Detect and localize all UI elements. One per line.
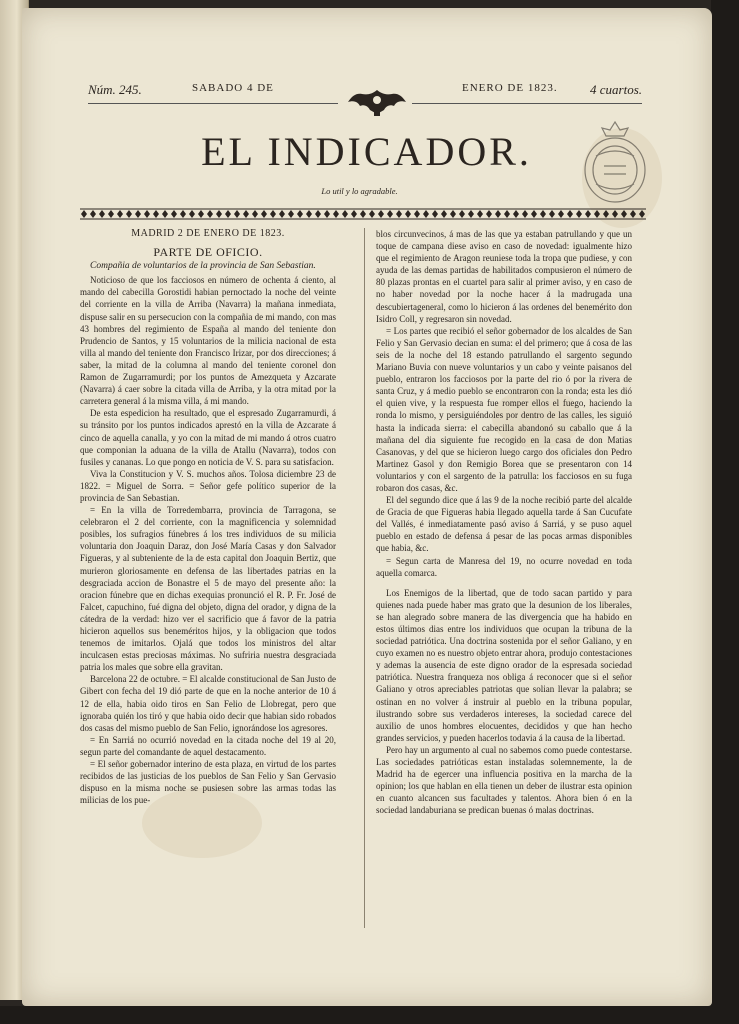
- issue-number: Núm. 245.: [88, 82, 142, 97]
- ornament-mark: [279, 210, 285, 218]
- ornament-mark: [450, 210, 456, 218]
- paragraph: blos circunvecinos, á mas de las que ya estaban patrullando y que un toque de campana diese aviso en caso de novedad: igualmente hizo que el regimiento de Aragon reuniese toda la tropa que pudiese, y con ayuda de las demas partidas de habilitados compusieron el número de 80 plazas prontas en el cuartel para salir al primer aviso, y en caso de no haber novedad por la noche hacer á la madrugada una descubiertageneral, como lo hicieron á las ordenes del benemérito don Isidro Coll, y regresaron sin novedad.: [376, 229, 632, 324]
- column-right: [376, 228, 632, 817]
- ornament-mark: [405, 210, 411, 218]
- ornament-mark: [207, 210, 213, 218]
- ornament-mark: [495, 210, 501, 218]
- issue-date-day: SABADO 4 DE: [192, 82, 274, 94]
- ornament-mark: [513, 210, 519, 218]
- paragraph: = Segun carta de Manresa del 19, no ocurre novedad en toda aquella comarca.: [376, 555, 632, 578]
- dateline: MADRID 2 DE ENERO DE 1823.: [131, 228, 285, 239]
- ornament-mark: [504, 210, 510, 218]
- paragraph: Pero hay un argumento al cual no sabemos como puede contestarse. Las sociedades patrióticas estan instaladas solemnemente, la de Madrid ha de egercer una influencia positiva en la marcha de la opinion; los que hablan en ella tienen un deber de ilustrar esta opinion en cuanto alcancen sus facultades y talentos. Ahora bien ó en la sociedad landaburiana se predican buenas ó malas doctrinas.: [376, 744, 632, 816]
- column-left: [80, 228, 336, 806]
- ornament-mark: [297, 210, 303, 218]
- ornament-mark: [558, 210, 564, 218]
- paragraph: Barcelona 22 de octubre. = El alcalde constitucional de San Justo de Gibert con fecha del 19 dió parte de que en la noche anterior de 10 á 12 de ella, habia oido tiros en San Felio de Llobregat, pero que ignoraba quién los tiró y que habia oido decir que habian sido robados dos casas del mismo pueblo de San Felio, ignorándose los agresores.: [80, 674, 336, 733]
- ornament-mark: [540, 210, 546, 218]
- paragraph: = En la villa de Torredembarra, provincia de Tarragona, se celebraron el 2 del corriente, con la magnificencia y solemnidad posibles, los sufragios fúnebres á los tres individuos de su milicia voluntaria don Joaquin Daraz, don José María Casas y don Salvador Figueras, y al subteniente de la de esta capital don Joaquin Bertiz, que murieron gloriosamente en defensa de las libertades patrias en la desgraciada accion de Bonastre el 5 de mayo del presente año: la oracion fúnebre que en dichas exequias pronunció el R. P. Fr. José de Falcet, capuchino, fué digna del objeto, digna del orador, y digna de la cátedra de la verdad: hizo ver el sacrificio que á favor de la patria hicieron aquellos sus beneméritos hijos, y la obligacion que todos tenemos de imitarlos. Ojalá que todos los ministros del altar inculcasen estas preciosas máximas. No sufriria nuestra desgraciada patria los males que sobre ella gravitan.: [80, 505, 336, 673]
- ornament-mark: [171, 210, 177, 218]
- ornament-mark: [225, 210, 231, 218]
- ornament-mark: [144, 210, 150, 218]
- ornament-mark: [261, 210, 267, 218]
- paragraph: = Los partes que recibió el señor gobernador de los alcaldes de San Felio y San Gervasio decian en suma: el del primero; que á cosa de las seis de la noche del 18 estando patrullando el sargento segundo Mariano Buvia con nueve voluntarios y un cabo y veinte paisanos del pueblo, entraron los facciosos por la parte del rio ó por la rivera de santa Cruz, y á medio pueblo se encontraron con la ronda; esta les dió el quien vive, y la respuesta fue romper ellos el fuego, haciendo la ronda lo mismo, y persiguiéndoles por dentro de las calles, les siguió hasta la indicada sierra: el cabecilla abandonó su caballo que á la mañana del dia siguiente fue recogido en la casa de don Matias Casanovas, y del que se hicieron luego cargo dos oficiales don Pedro Martinez Gasol y don Remigio Borea que se presentaron con 14 voluntarios y con el sargento de la patrulla: los facciosos en su fuga robaron dos casas, &c.: [376, 325, 632, 493]
- ornament-mark: [252, 210, 258, 218]
- ornament-mark: [639, 210, 645, 218]
- ornament-mark: [396, 210, 402, 218]
- ornament-mark: [270, 210, 276, 218]
- ornament-mark: [549, 210, 555, 218]
- ornament-mark: [117, 210, 123, 218]
- paragraph: El del segundo dice que á las 9 de la noche recibió parte del alcalde de Gracia de que Figueras habia llegado aquella tarde á San Cucufate del Vallés, é inmediatamente pasó aviso á Sarriá, y se puso aquel pueblo en estado de defensa á pesar de las pocas armas disponibles que habia, &c.: [376, 495, 632, 554]
- ornament-mark: [162, 210, 168, 218]
- newspaper-motto: Lo util y lo agradable.: [321, 186, 398, 196]
- ornament-mark: [468, 210, 474, 218]
- ornament-mark: [135, 210, 141, 218]
- ornament-mark: [522, 210, 528, 218]
- paragraph: Viva la Constitucion y V. S. muchos años. Tolosa diciembre 23 de 1822. = Miguel de Sorra. = Señor gefe político superior de la provincia de San Sebastian.: [80, 468, 336, 503]
- paragraph: Noticioso de que los facciosos en número de ochenta á ciento, al mando del cabecilla Gorostidi habian pernoctado la noche del veinte del corriente en la villa de Arriba (Navarra) la mañana inmediata, dispuse salir en su persecucion con la compañia de mi mando, con mas 43 hombres del regimiento de España al mando del teniente don Prudencio de Santos, y 15 voluntarios de la milicia nacional de esta villa al mando del teniente don Francisco Irizar, por dos direcciones; á saber, la mitad de la columna al mando del teniente coronel don Ramon de Zugarramurdi; por los puntos de Amezqueta y Azcarate (Navarra) á caer sobre la citada villa de Arriba, y la otra mitad por la carretera general á la misma villa, á mi mando.: [80, 275, 336, 407]
- background-bottom: [0, 1006, 739, 1024]
- ornament-mark: [189, 210, 195, 218]
- ornament-mark: [306, 210, 312, 218]
- ornament-mark: [180, 210, 186, 218]
- ornament-mark: [477, 210, 483, 218]
- ornament-mark: [108, 210, 114, 218]
- ornament-mark: [585, 210, 591, 218]
- paragraph: Los Enemigos de la libertad, que de todo sacan partido y para quienes nada puede haber mas grato que la desunion de los liberales, se han alegrado sobre manera de las divergencia que ha habido en estos últimos dias entre los individuos que ocupan la tribuna de la sociedad patriótica. Una doctrina sostenida por el señor Galiano, y en cuyo examen no es nuestro objeto entrar ahora, produjo contestaciones y ademas la ausencia de este digno orador de la espresada sociedad patriótica. Nuestra franqueza nos obliga á reconocer que si el señor Galiano y otros apreciables patriotas que solian llevar la palabra; se ostinan en no volver á instruir al pueblo en la tribuna popular, ilustrando sobre sus verdaderos intereses, la sociedad carece del auxilio de unos hombres elocuentes, decididos y que han hecho grandes servicios, y pueden hacerlos todavia á la causa de la libertad.: [376, 587, 632, 743]
- ornament-mark: [243, 210, 249, 218]
- ornament-mark: [288, 210, 294, 218]
- ornament-mark: [126, 210, 132, 218]
- header-rule-left: [88, 103, 338, 104]
- ornament-mark: [567, 210, 573, 218]
- ornament-mark: [360, 210, 366, 218]
- header-rule-right: [412, 103, 642, 104]
- ornament-mark: [594, 210, 600, 218]
- ornament-mark: [387, 210, 393, 218]
- ornament-mark: [603, 210, 609, 218]
- ornament-mark: [621, 210, 627, 218]
- ornament-mark: [234, 210, 240, 218]
- ornament-mark: [99, 210, 105, 218]
- article-subheading: Compañia de voluntarios de la provincia de San Sebastian.: [90, 261, 316, 272]
- ornament-mark: [423, 210, 429, 218]
- eagle-ornament-icon: [346, 86, 408, 118]
- ornament-mark: [153, 210, 159, 218]
- ornament-mark: [216, 210, 222, 218]
- ornament-mark: [369, 210, 375, 218]
- ornament-mark: [432, 210, 438, 218]
- ornament-mark: [630, 210, 636, 218]
- paragraph: = En Sarriá no ocurrió novedad en la citada noche del 19 al 20, segun parte del comandante de aquel destacamento.: [80, 734, 336, 757]
- issue-price: 4 cuartos.: [590, 82, 642, 97]
- column-divider: [364, 228, 365, 928]
- ornament-mark: [531, 210, 537, 218]
- ornament-mark: [612, 210, 618, 218]
- ornament-mark: [90, 210, 96, 218]
- ornament-mark: [576, 210, 582, 218]
- ornament-mark: [81, 210, 87, 218]
- ornament-mark: [414, 210, 420, 218]
- ornamental-rule: [80, 207, 646, 221]
- newspaper-title: EL INDICADOR.: [201, 129, 532, 174]
- ornament-mark: [324, 210, 330, 218]
- section-heading: PARTE DE OFICIO.: [153, 245, 263, 260]
- ornament-mark: [441, 210, 447, 218]
- paragraph: De esta espedicion ha resultado, que el espresado Zugarramurdi, á su tránsito por los puntos indicados aprestó en la villa de Azcarate á cinco de aquella canalla, y yo con la mitad de mi mando á otros cuatro que componian la aduana de la villa de Atallu (Navarra), todos con fusiles y cananas. Lo que pongo en noticia de V. S. para su satisfacion.: [80, 408, 336, 467]
- issue-date-month-year: ENERO DE 1823.: [462, 82, 558, 94]
- ornament-mark: [198, 210, 204, 218]
- ornament-mark: [315, 210, 321, 218]
- ornament-mark: [342, 210, 348, 218]
- ornament-mark: [333, 210, 339, 218]
- library-seal-stamp: [576, 116, 654, 212]
- ornament-mark: [378, 210, 384, 218]
- ornament-mark: [351, 210, 357, 218]
- paragraph: = El señor gobernador interino de esta plaza, en virtud de los partes recibidos de las justicias de los pueblos de San Felio y San Gervasio dispuso en la misma noche se pusiesen sobre las armas todas las milicias de los pue-: [80, 759, 336, 806]
- ornament-mark: [486, 210, 492, 218]
- ornament-mark: [459, 210, 465, 218]
